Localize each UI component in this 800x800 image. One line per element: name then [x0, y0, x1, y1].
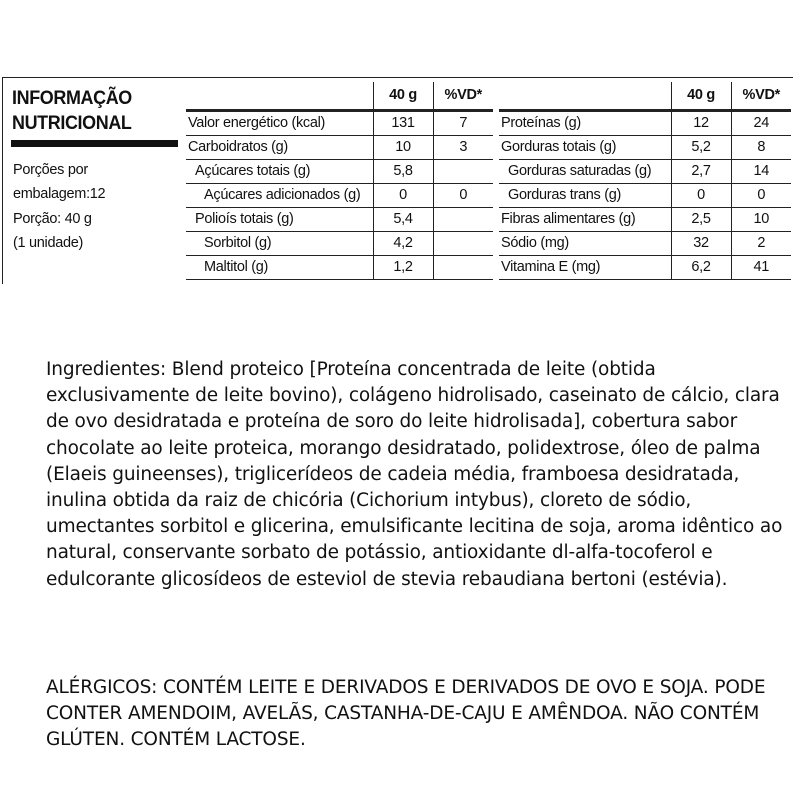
nutrient-label: Fibras alimentares (g): [499, 208, 671, 232]
nutrient-vd: 3: [433, 136, 493, 160]
nutrient-amount: 0: [671, 184, 731, 208]
table-row: [186, 136, 493, 160]
nutrient-label: Valor energético (kcal): [186, 111, 373, 136]
table-row: [499, 232, 791, 256]
nutrient-label: Maltitol (g): [186, 256, 373, 280]
table-row: [186, 256, 493, 280]
nutrition-title-line1: INFORMAÇÃO: [12, 87, 132, 109]
nutrient-label: Açúcares totais (g): [186, 160, 373, 184]
portions-per-package-line2: embalagem:12: [13, 186, 106, 203]
table-row: [499, 208, 791, 232]
nutrient-label: Proteínas (g): [499, 111, 671, 136]
nutrition-title-line2: NUTRICIONAL: [12, 112, 132, 134]
nutrient-label: Gorduras totais (g): [499, 136, 671, 160]
table-row: [186, 184, 493, 208]
nutrient-amount: 131: [373, 111, 433, 136]
nutrient-label: Gorduras saturadas (g): [499, 160, 671, 184]
nutrient-vd: 10: [731, 208, 791, 232]
nutrient-vd: 0: [433, 184, 493, 208]
nutrient-label: Sorbitol (g): [186, 232, 373, 256]
col-vd-header: %VD*: [731, 82, 791, 111]
nutrient-vd: [433, 208, 493, 232]
portion-size-line1: Porção: 40 g: [13, 210, 92, 227]
table-row: [186, 111, 493, 136]
portion-info: [13, 158, 105, 255]
nutrient-vd: 8: [731, 136, 791, 160]
nutrient-amount: 32: [671, 232, 731, 256]
nutrient-amount: 12: [671, 111, 731, 136]
nutrient-amount: 4,2: [373, 232, 433, 256]
nutrient-label: Açúcares adicionados (g): [186, 184, 373, 208]
nutrient-vd: 14: [731, 160, 791, 184]
nutrition-table-right: [499, 82, 791, 280]
table-row: [186, 208, 493, 232]
nutrient-amount: 0: [373, 184, 433, 208]
table-row: [499, 256, 791, 280]
nutrient-vd: 41: [731, 256, 791, 280]
nutrient-vd: 24: [731, 111, 791, 136]
nutrient-amount: 1,2: [373, 256, 433, 280]
portion-size-line2: (1 unidade): [13, 234, 84, 251]
portions-per-package-line1: Porções por: [13, 162, 88, 178]
nutrient-amount: 2,5: [671, 208, 731, 232]
allergens-text: ALÉRGICOS: CONTÉM LEITE E DERIVADOS E DERIVADOS DE OVO E SOJA. PODE CONTER AMENDOIM, AVELÃS, CASTANHA-DE-CAJU E AMÊNDOA. NÃO CONTÉM GLÚTEN. CONTÉM LACTOSE.: [46, 677, 766, 751]
title-divider: [11, 140, 178, 147]
nutrient-vd: 2: [731, 232, 791, 256]
nutrient-vd: 7: [433, 111, 493, 136]
nutrient-amount: 5,2: [671, 136, 731, 160]
nutrient-label: Carboidratos (g): [186, 136, 373, 160]
table-row: [499, 111, 791, 136]
nutrient-vd: [433, 160, 493, 184]
table-row: [186, 232, 493, 256]
nutrient-vd: [433, 256, 493, 280]
col-vd-header: %VD*: [433, 82, 493, 111]
table-row: [186, 160, 493, 184]
col-amount-header: 40 g: [671, 82, 731, 111]
nutrient-label: Polioís totais (g): [186, 208, 373, 232]
nutrient-amount: 5,4: [373, 208, 433, 232]
table-row: [499, 160, 791, 184]
nutrient-vd: 0: [731, 184, 791, 208]
nutrient-amount: 2,7: [671, 160, 731, 184]
table-header-row: [499, 82, 791, 111]
table-header-row: [186, 82, 493, 111]
nutrient-vd: [433, 232, 493, 256]
table-row: [499, 184, 791, 208]
nutrition-title: [12, 86, 132, 136]
ingredients-text: Ingredientes: Blend proteico [Proteína concentrada de leite (obtida exclusivamente de leite bovino), colágeno hidrolisado, caseinato de cálcio, clara de ovo desidratada e proteína de soro do leite hidrolisada], cobertura sabor chocolate ao leite proteica, morango desidratado, polidextrose, óleo de palma (Elaeis guineenses), triglicerídeos de cadeia média, framboesa desidratada, inulina obtida da raiz de chicória (Cichorium intybus), cloreto de sódio, umectantes sorbitol e glicerina, emulsificante lecitina de soja, aroma idêntico ao natural, conservante sorbato de potássio, antioxidante dl-alfa-tocoferol e edulcorante glicosídeos de esteviol de stevia rebaudiana bertoni (estévia).: [46, 359, 783, 590]
col-amount-header: 40 g: [373, 82, 433, 111]
nutrition-facts-panel: [2, 77, 793, 284]
nutrient-label: Gorduras trans (g): [499, 184, 671, 208]
nutrient-amount: 10: [373, 136, 433, 160]
nutrient-label: Sódio (mg): [499, 232, 671, 256]
table-row: [499, 136, 791, 160]
nutrition-table-left: [186, 82, 493, 280]
nutrient-amount: 6,2: [671, 256, 731, 280]
nutrient-label: Vitamina E (mg): [499, 256, 671, 280]
nutrient-amount: 5,8: [373, 160, 433, 184]
